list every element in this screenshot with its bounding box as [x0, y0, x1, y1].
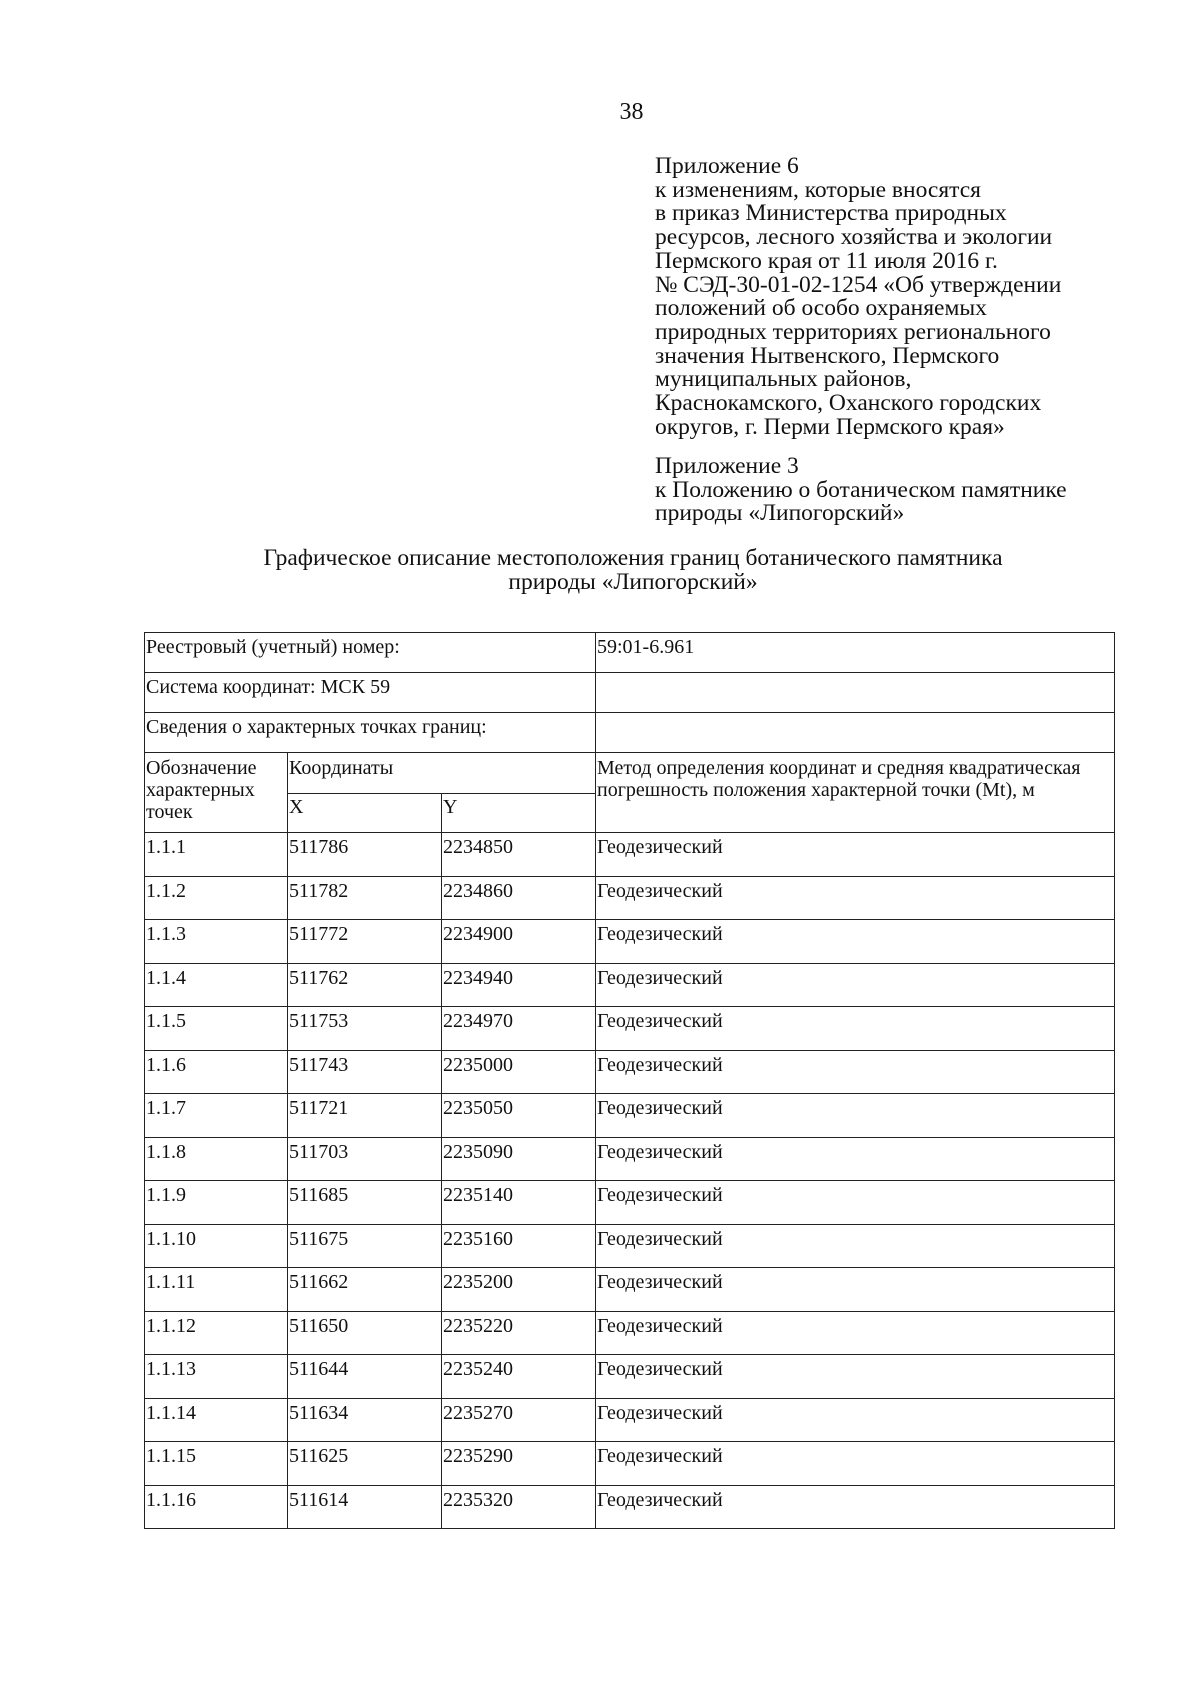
point-cell: 1.1.6 [145, 1050, 288, 1094]
point-cell: 1.1.14 [145, 1398, 288, 1442]
x-cell: 511703 [288, 1137, 442, 1181]
point-cell: 1.1.12 [145, 1311, 288, 1355]
point-cell: 1.1.1 [145, 833, 288, 877]
point-cell: 1.1.16 [145, 1485, 288, 1529]
annex-main-line: в приказ Министерства природных [655, 200, 1007, 227]
coord-system-label: Система координат: МСК 59 [145, 673, 596, 713]
point-cell: 1.1.8 [145, 1137, 288, 1181]
annex-main-line: к изменениям, которые вносятся [655, 176, 981, 203]
page-number: 38 [619, 99, 644, 125]
header-y: Y [442, 794, 596, 833]
table-row [145, 1442, 1115, 1486]
annex-main-line: округов, г. Перми Пермского края» [655, 413, 1005, 440]
points-info-value [596, 713, 1115, 753]
y-cell: 2234900 [442, 920, 596, 964]
annex-main-line: положений об особо охраняемых [655, 295, 987, 322]
point-cell: 1.1.11 [145, 1268, 288, 1312]
table-row [145, 876, 1115, 920]
point-cell: 1.1.5 [145, 1007, 288, 1051]
annex-sub-line: Приложение 3 [655, 453, 799, 479]
table-row [145, 1050, 1115, 1094]
y-cell: 2235000 [442, 1050, 596, 1094]
y-cell: 2234940 [442, 963, 596, 1007]
annex-main-line: Краснокамского, Оханского городских [655, 390, 1042, 417]
boundary-points-table [144, 632, 1115, 1529]
point-cell: 1.1.9 [145, 1181, 288, 1225]
title-line: Графическое описание местоположения границ ботанического памятника [263, 545, 1003, 571]
table-row [145, 1355, 1115, 1399]
coord-system-row [145, 673, 1115, 713]
method-cell: Геодезический [596, 963, 1115, 1007]
x-cell: 511614 [288, 1485, 442, 1529]
point-cell: 1.1.10 [145, 1224, 288, 1268]
method-cell: Геодезический [596, 1398, 1115, 1442]
table-row [145, 1398, 1115, 1442]
y-cell: 2234860 [442, 876, 596, 920]
registry-row [145, 633, 1115, 673]
x-cell: 511662 [288, 1268, 442, 1312]
table-row [145, 1311, 1115, 1355]
method-cell: Геодезический [596, 1181, 1115, 1225]
y-cell: 2235220 [442, 1311, 596, 1355]
header-coordinates: Координаты [288, 753, 596, 794]
x-cell: 511685 [288, 1181, 442, 1225]
method-cell: Геодезический [596, 1311, 1115, 1355]
y-cell: 2235140 [442, 1181, 596, 1225]
annex-main-line: значения Нытвенского, Пермского [655, 342, 1000, 369]
y-cell: 2234970 [442, 1007, 596, 1051]
x-cell: 511743 [288, 1050, 442, 1094]
y-cell: 2235270 [442, 1398, 596, 1442]
annex-main-header [655, 155, 1155, 439]
method-cell: Геодезический [596, 1224, 1115, 1268]
y-cell: 2234850 [442, 833, 596, 877]
table-row [145, 1137, 1115, 1181]
table-row [145, 1094, 1115, 1138]
point-cell: 1.1.4 [145, 963, 288, 1007]
y-cell: 2235240 [442, 1355, 596, 1399]
y-cell: 2235290 [442, 1442, 596, 1486]
point-cell: 1.1.15 [145, 1442, 288, 1486]
method-cell: Геодезический [596, 1355, 1115, 1399]
method-cell: Геодезический [596, 1485, 1115, 1529]
y-cell: 2235090 [442, 1137, 596, 1181]
points-info-row [145, 713, 1115, 753]
point-cell: 1.1.13 [145, 1355, 288, 1399]
header-x: X [288, 794, 442, 833]
table-row [145, 1268, 1115, 1312]
annex-sub-header [655, 455, 1155, 526]
annex-main-line: Пермского края от 11 июля 2016 г. [655, 247, 998, 274]
document-title [200, 546, 1066, 594]
x-cell: 511786 [288, 833, 442, 877]
method-cell: Геодезический [596, 920, 1115, 964]
annex-main-line: муниципальных районов, [655, 366, 912, 393]
annex-sub-line: к Положению о ботаническом памятнике [655, 476, 1067, 503]
registry-label: Реестровый (учетный) номер: [145, 633, 596, 673]
table-row [145, 1007, 1115, 1051]
point-cell: 1.1.7 [145, 1094, 288, 1138]
method-cell: Геодезический [596, 1007, 1115, 1051]
method-cell: Геодезический [596, 1050, 1115, 1094]
x-cell: 511625 [288, 1442, 442, 1486]
method-cell: Геодезический [596, 1137, 1115, 1181]
x-cell: 511782 [288, 876, 442, 920]
annex-main-line: № СЭД-30-01-02-1254 «Об утверждении [655, 271, 1062, 298]
x-cell: 511644 [288, 1355, 442, 1399]
y-cell: 2235160 [442, 1224, 596, 1268]
table-row [145, 920, 1115, 964]
x-cell: 511753 [288, 1007, 442, 1051]
point-cell: 1.1.2 [145, 876, 288, 920]
point-cell: 1.1.3 [145, 920, 288, 964]
method-cell: Геодезический [596, 876, 1115, 920]
annex-main-line: ресурсов, лесного хозяйства и экологии [655, 224, 1053, 251]
x-cell: 511650 [288, 1311, 442, 1355]
annex-main-line: Приложение 6 [655, 153, 799, 179]
x-cell: 511675 [288, 1224, 442, 1268]
table-row [145, 963, 1115, 1007]
x-cell: 511634 [288, 1398, 442, 1442]
annex-sub-line: природы «Липогорский» [655, 500, 905, 527]
table-row [145, 1485, 1115, 1529]
y-cell: 2235050 [442, 1094, 596, 1138]
header-designation: Обозначение характерных точек [145, 753, 288, 833]
points-info-label: Сведения о характерных точках границ: [145, 713, 596, 753]
table-row [145, 1181, 1115, 1225]
x-cell: 511762 [288, 963, 442, 1007]
table-row [145, 1224, 1115, 1268]
method-cell: Геодезический [596, 1268, 1115, 1312]
x-cell: 511772 [288, 920, 442, 964]
table-row [145, 833, 1115, 877]
method-cell: Геодезический [596, 833, 1115, 877]
header-method: Метод определения координат и средняя квадратическая погрешность положения характерной точки (Mt), м [596, 753, 1115, 833]
x-cell: 511721 [288, 1094, 442, 1138]
method-cell: Геодезический [596, 1094, 1115, 1138]
title-line: природы «Липогорский» [508, 569, 758, 595]
method-cell: Геодезический [596, 1442, 1115, 1486]
y-cell: 2235320 [442, 1485, 596, 1529]
coord-system-value [596, 673, 1115, 713]
y-cell: 2235200 [442, 1268, 596, 1312]
table-header-row [145, 753, 1115, 794]
registry-value: 59:01-6.961 [596, 633, 1115, 673]
annex-main-line: природных территориях регионального [655, 318, 1051, 345]
